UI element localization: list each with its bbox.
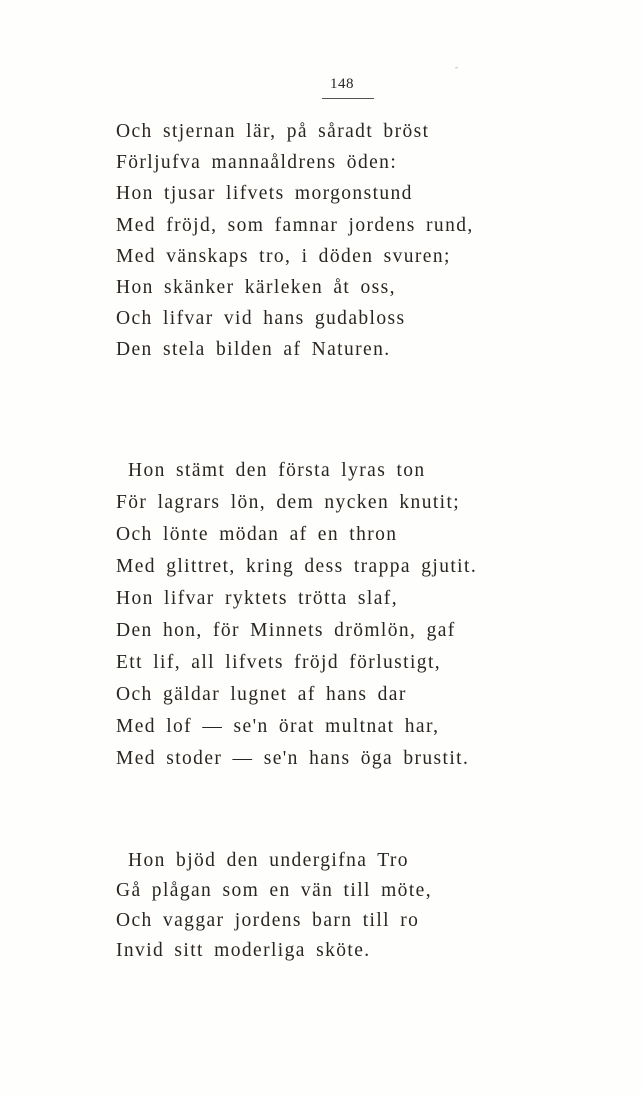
verse-line: Förljufva mannaåldrens öden: bbox=[116, 152, 398, 174]
verse-line: Invid sitt moderliga sköte. bbox=[116, 940, 371, 961]
verse-line: Den stela bilden af Naturen. bbox=[116, 339, 391, 361]
verse-line: Hon bjöd den undergifna Tro bbox=[128, 850, 409, 871]
verse-line: Med stoder — se'n hans öga brustit. bbox=[116, 748, 470, 769]
page-number-rule bbox=[322, 98, 374, 99]
page-number: 148 bbox=[330, 76, 354, 92]
verse-line: Och vaggar jordens barn till ro bbox=[116, 910, 420, 931]
verse-line: Gå plågan som en vän till möte, bbox=[116, 880, 432, 901]
print-mark: - bbox=[455, 62, 458, 72]
stanza-3 bbox=[116, 846, 432, 966]
verse-line: Hon lifvar ryktets trötta slaf, bbox=[116, 588, 398, 609]
verse-line: Hon stämt den första lyras ton bbox=[128, 460, 426, 481]
verse-line: Ett lif, all lifvets fröjd förlustigt, bbox=[116, 652, 442, 673]
verse-line: Med lof — se'n örat multnat har, bbox=[116, 716, 440, 737]
stanza-2 bbox=[116, 455, 477, 775]
verse-line: Hon tjusar lifvets morgonstund bbox=[116, 183, 413, 205]
verse-line: Och lifvar vid hans gudabloss bbox=[116, 308, 406, 330]
verse-line: För lagrars lön, dem nycken knutit; bbox=[116, 492, 461, 513]
verse-line: Den hon, för Minnets drömlön, gaf bbox=[116, 620, 456, 641]
verse-line: Och gäldar lugnet af hans dar bbox=[116, 684, 407, 705]
verse-line: Med vänskaps tro, i döden svuren; bbox=[116, 245, 451, 267]
stanza-1 bbox=[116, 116, 474, 366]
verse-line: Med glittret, kring dess trappa gjutit. bbox=[116, 556, 478, 577]
verse-line: Med fröjd, som famnar jordens rund, bbox=[116, 214, 474, 236]
verse-line: Hon skänker kärleken åt oss, bbox=[116, 276, 396, 298]
verse-line: Och lönte mödan af en thron bbox=[116, 524, 398, 545]
verse-line: Och stjernan lär, på såradt bröst bbox=[116, 121, 430, 142]
